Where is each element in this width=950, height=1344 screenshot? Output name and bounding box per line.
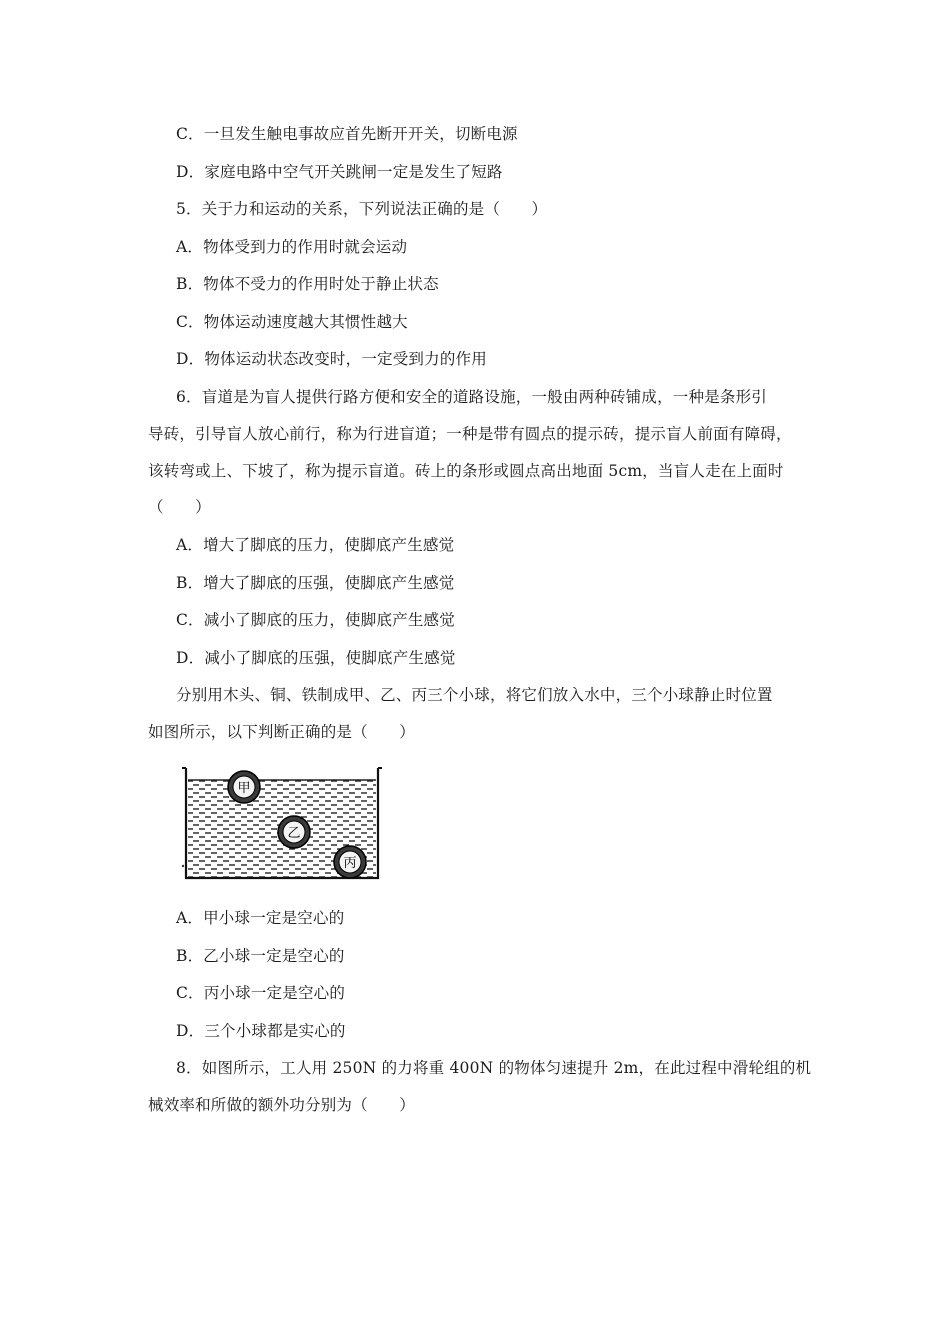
q4-option-d: D．家庭电路中空气开关跳闸一定是发生了短路 bbox=[176, 163, 503, 181]
q7-stem-line-1: 分别用木头、铜、铁制成甲、乙、丙三个小球，将它们放入水中，三个小球静止时位置 bbox=[176, 686, 773, 704]
q5-option-a: A．物体受到力的作用时就会运动 bbox=[176, 238, 408, 256]
ball-bing bbox=[334, 846, 366, 878]
q5-stem: 5．关于力和运动的关系，下列说法正确的是（ ） bbox=[176, 200, 548, 218]
q6-stem-line-3: 该转弯或上、下坡了，称为提示盲道。砖上的条形或圆点高出地面 5cm，当盲人走在上面时 bbox=[148, 462, 784, 480]
q8-stem-line-2: 械效率和所做的额外功分别为（ ） bbox=[148, 1096, 415, 1114]
q7-option-c: C．丙小球一定是空心的 bbox=[176, 984, 346, 1002]
q6-stem-line-1: 6．盲道是为盲人提供行路方便和安全的道路设施，一般由两种砖铺成，一种是条形引 bbox=[176, 388, 767, 406]
q8-stem-line-1: 8．如图所示，工人用 250N 的力将重 400N 的物体匀速提升 2m，在此过程中滑轮组的机 bbox=[176, 1059, 812, 1077]
q6-stem-line-4: （ ） bbox=[148, 498, 211, 516]
beaker-figure bbox=[180, 766, 382, 884]
q5-option-c: C．物体运动速度越大其惯性越大 bbox=[176, 313, 408, 331]
q6-option-d: D．减小了脚底的压强，使脚底产生感觉 bbox=[176, 649, 456, 667]
q5-option-b: B．物体不受力的作用时处于静止状态 bbox=[176, 275, 439, 293]
q5-option-d: D．物体运动状态改变时，一定受到力的作用 bbox=[176, 350, 487, 368]
q7-option-d: D．三个小球都是实心的 bbox=[176, 1022, 346, 1040]
ball-jia-label: 甲 bbox=[237, 781, 251, 796]
q7-option-a: A．甲小球一定是空心的 bbox=[176, 909, 345, 927]
ball-bing-label: 丙 bbox=[343, 856, 357, 871]
q6-option-b: B．增大了脚底的压强，使脚底产生感觉 bbox=[176, 574, 455, 592]
ball-yi bbox=[278, 816, 310, 848]
q7-stem-line-2: 如图所示，以下判断正确的是（ ） bbox=[148, 723, 415, 741]
q6-option-a: A．增大了脚底的压力，使脚底产生感觉 bbox=[176, 536, 455, 554]
q6-stem-line-2: 导砖，引导盲人放心前行，称为行进盲道；一种是带有圆点的提示砖，提示盲人前面有障碍， bbox=[148, 425, 792, 443]
ball-yi-label: 乙 bbox=[287, 826, 301, 841]
q4-option-c: C．一旦发生触电事故应首先断开开关，切断电源 bbox=[176, 125, 518, 143]
q7-option-b: B．乙小球一定是空心的 bbox=[176, 947, 345, 965]
q6-option-c: C．减小了脚底的压力，使脚底产生感觉 bbox=[176, 611, 455, 629]
ball-jia bbox=[228, 771, 260, 803]
beaker-illustration bbox=[180, 766, 382, 884]
